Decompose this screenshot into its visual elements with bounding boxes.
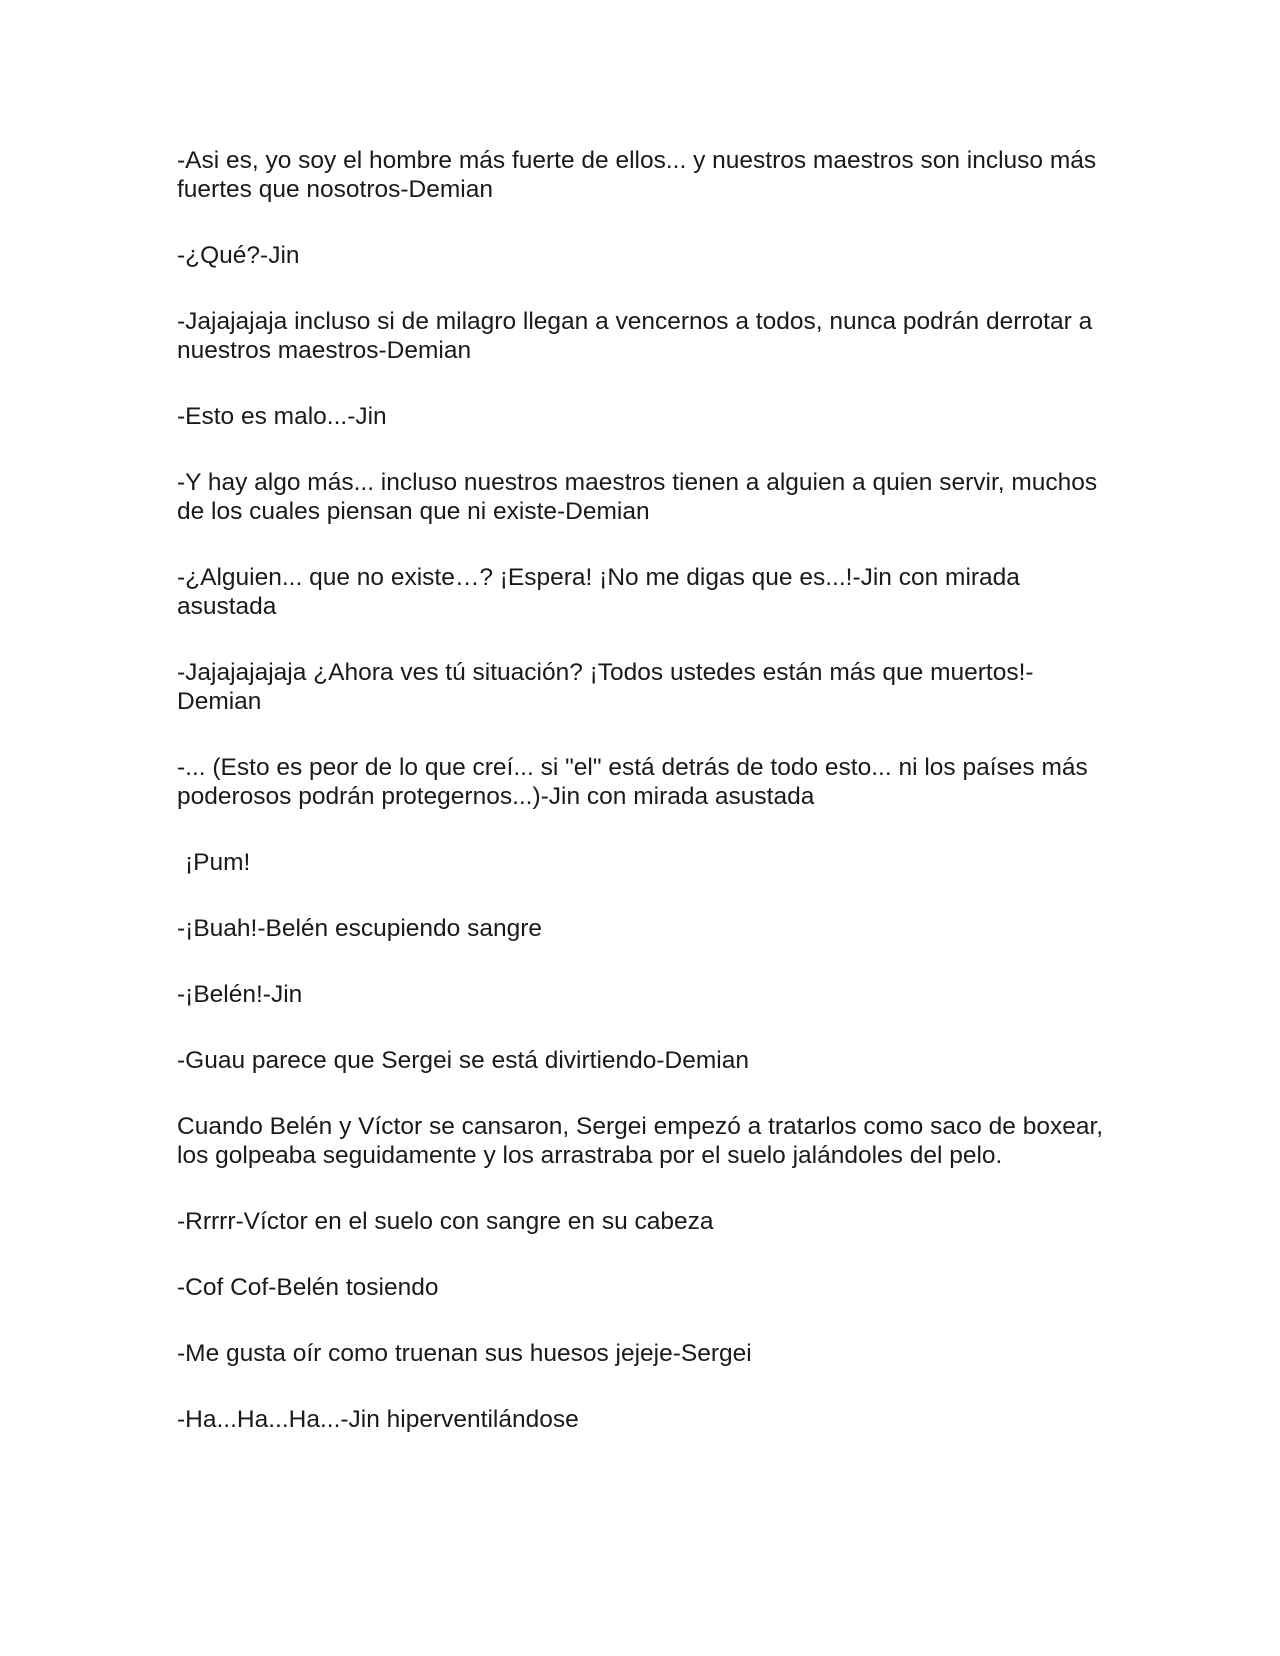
paragraph: -¿Alguien... que no existe…? ¡Espera! ¡No me digas que es...!-Jin con mirada asustada — [177, 564, 1020, 620]
paragraph: Cuando Belén y Víctor se cansaron, Sergei empezó a tratarlos como saco de boxear, los golpeaba seguidamente y los arrastraba por el suelo jalándoles del pelo. — [177, 1113, 1104, 1169]
paragraph: -Ha...Ha...Ha...-Jin hiperventilándose — [177, 1406, 579, 1433]
document-body — [177, 146, 1107, 1471]
paragraph: -Me gusta oír como truenan sus huesos jejeje-Sergei — [177, 1340, 752, 1367]
paragraph: -¡Belén!-Jin — [177, 981, 303, 1008]
paragraph: -Asi es, yo soy el hombre más fuerte de ellos... y nuestros maestros son incluso más fuertes que nosotros-Demian — [177, 147, 1097, 203]
paragraph: -Esto es malo...-Jin — [177, 403, 387, 430]
paragraph: -Guau parece que Sergei se está divirtiendo-Demian — [177, 1047, 749, 1074]
paragraph: -... (Esto es peor de lo que creí... si "el" está detrás de todo esto... ni los países más poderosos podrán protegernos...)-Jin con mirada asustada — [177, 754, 1088, 810]
paragraph: -Cof Cof-Belén tosiendo — [177, 1274, 439, 1301]
paragraph: ¡Pum! — [185, 849, 251, 876]
paragraph: -Y hay algo más... incluso nuestros maestros tienen a alguien a quien servir, muchos de los cuales piensan que ni existe-Demian — [177, 469, 1098, 525]
paragraph: -Jajajajaja incluso si de milagro llegan a vencernos a todos, nunca podrán derrotar a nuestros maestros-Demian — [177, 308, 1093, 364]
paragraph: -¿Qué?-Jin — [177, 242, 300, 269]
paragraph: -Jajajajajaja ¿Ahora ves tú situación? ¡Todos ustedes están más que muertos!-Demian — [177, 659, 1034, 715]
paragraph: -¡Buah!-Belén escupiendo sangre — [177, 915, 543, 942]
paragraph: -Rrrrr-Víctor en el suelo con sangre en su cabeza — [177, 1208, 714, 1235]
